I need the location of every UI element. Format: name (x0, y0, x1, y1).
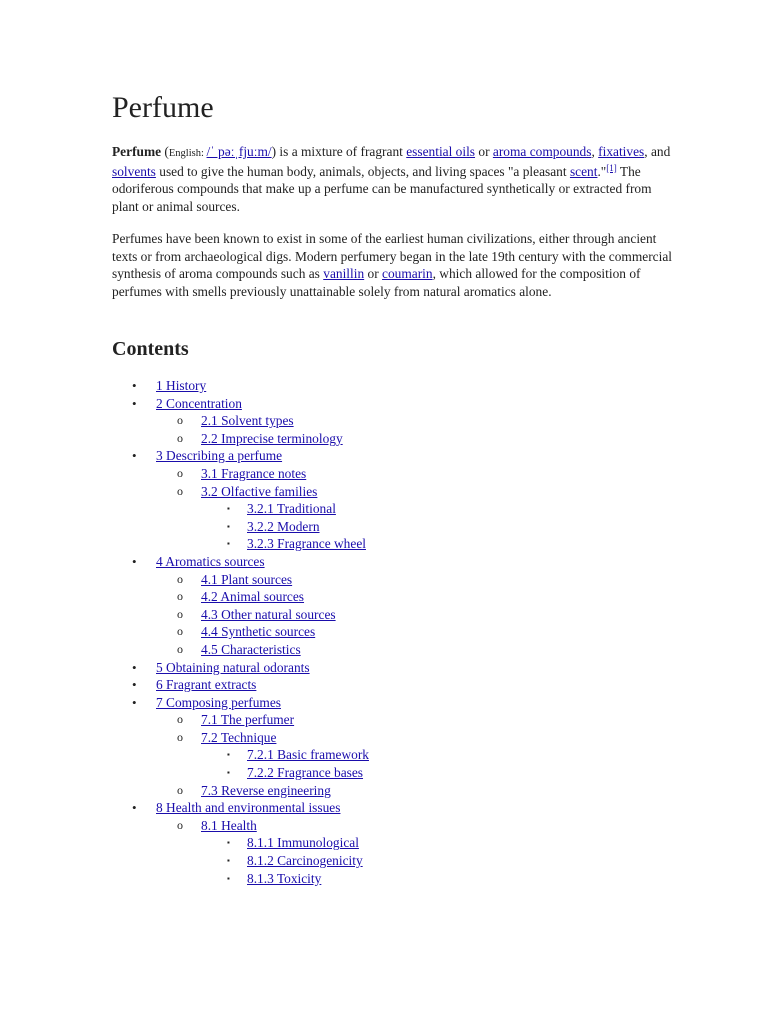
list-bullet-icon: o (177, 729, 183, 744)
list-bullet-icon: o (177, 589, 183, 604)
toc-link[interactable]: 7.3 Reverse engineering (201, 782, 331, 798)
toc-link[interactable]: 4.2 Animal sources (201, 589, 305, 605)
list-bullet-icon: ▪ (227, 768, 230, 778)
toc-link[interactable]: 3 Describing a perfume (156, 448, 283, 464)
text-span: or (364, 266, 383, 282)
toc-link[interactable]: 3.1 Fragrance notes (201, 465, 307, 481)
contents-heading: Contents (112, 338, 189, 360)
list-bullet-icon: • (132, 800, 137, 816)
list-bullet-icon: o (177, 624, 183, 639)
toc-item (0, 870, 768, 888)
toc-item (0, 377, 768, 395)
toc-link[interactable]: 2.1 Solvent types (201, 413, 294, 429)
list-bullet-icon: o (177, 606, 183, 621)
list-bullet-icon: • (132, 448, 137, 464)
reference-link[interactable]: [1] (606, 162, 617, 173)
link-fixatives[interactable]: fixatives (598, 144, 645, 159)
toc-item (0, 782, 768, 800)
bold-term: Perfume (112, 144, 162, 159)
toc-link[interactable]: 3.2.3 Fragrance wheel (247, 536, 366, 552)
toc-item (0, 606, 768, 624)
toc-item (0, 395, 768, 413)
toc-link[interactable]: 6 Fragrant extracts (156, 677, 257, 693)
list-bullet-icon: o (177, 782, 183, 797)
link-solvents[interactable]: solvents (112, 163, 156, 179)
list-bullet-icon: • (132, 677, 137, 693)
toc-item (0, 588, 768, 606)
toc-item (0, 571, 768, 589)
toc-link[interactable]: 8.1.2 Carcinogenicity (247, 853, 363, 869)
toc-item (0, 817, 768, 835)
toc-link[interactable]: 2.2 Imprecise terminology (201, 430, 343, 446)
toc-link[interactable]: 3.2.1 Traditional (247, 501, 336, 517)
toc-link[interactable]: 4.5 Characteristics (201, 641, 301, 657)
toc-item (0, 518, 768, 536)
toc-link[interactable]: 7.2.1 Basic framework (247, 747, 369, 763)
list-bullet-icon: ▪ (227, 856, 230, 866)
ipa-link[interactable]: /ˈ pəːˌfjuːm/ (206, 144, 272, 159)
list-bullet-icon: ▪ (227, 838, 230, 848)
toc-link[interactable]: 3.2 Olfactive families (201, 483, 318, 499)
english-label: English: (168, 148, 207, 159)
toc-item (0, 500, 768, 518)
text-span: ) is a mixture of fragrant (271, 144, 407, 159)
toc-item (0, 447, 768, 465)
history-paragraph (112, 230, 672, 300)
toc-item (0, 465, 768, 483)
list-bullet-icon: o (177, 571, 183, 586)
list-bullet-icon: • (132, 395, 137, 411)
toc-item (0, 711, 768, 729)
toc-link[interactable]: 8.1.3 Toxicity (247, 870, 322, 886)
link-aroma-compounds[interactable]: aroma compounds (492, 144, 592, 159)
text-span: , and (644, 144, 671, 159)
toc-link[interactable]: 1 History (156, 378, 207, 393)
text-span: or (475, 144, 493, 159)
list-bullet-icon: ▪ (227, 504, 230, 514)
link-scent[interactable]: scent (569, 163, 598, 179)
text-span: The odoriferous compounds that make up a perfume can be manufactured synthetically or extracted from plant or animal sources. (112, 163, 652, 214)
toc-item (0, 412, 768, 430)
toc-item (0, 729, 768, 747)
page-title: Perfume (112, 91, 214, 124)
link-vanillin[interactable]: vanillin (323, 266, 365, 282)
text-span: ( (161, 144, 169, 159)
toc-item (0, 694, 768, 712)
link-coumarin[interactable]: coumarin (382, 266, 433, 282)
toc-link[interactable]: 3.2.2 Modern (247, 518, 320, 534)
text-span: Perfumes have been known to exist in some of the earliest human civilizations, either through ancient texts or from archaeological digs. Modern perfumery began in the late 19th century with the commercial synthesis of aroma compounds such as (112, 231, 672, 282)
toc-link[interactable]: 5 Obtaining natural odorants (156, 659, 310, 675)
toc-item (0, 659, 768, 677)
list-bullet-icon: o (177, 483, 183, 498)
toc-item (0, 535, 768, 553)
toc-link[interactable]: 4.1 Plant sources (201, 571, 293, 587)
toc-link[interactable]: 7.2 Technique (201, 729, 277, 745)
toc-item (0, 641, 768, 659)
toc-link[interactable]: 8.1 Health (201, 817, 257, 833)
toc-item (0, 623, 768, 641)
link-essential-oils[interactable]: essential oils (406, 144, 476, 159)
toc-item (0, 483, 768, 501)
toc-link[interactable]: 7.2.2 Fragrance bases (247, 765, 364, 781)
list-bullet-icon: • (132, 378, 137, 393)
toc-item (0, 764, 768, 782)
list-bullet-icon: o (177, 712, 183, 727)
toc-link[interactable]: 4.3 Other natural sources (201, 606, 336, 622)
text-span: , (591, 144, 599, 159)
toc-link[interactable]: 8.1.1 Immunological (247, 835, 359, 851)
list-bullet-icon: o (177, 430, 183, 445)
text-span: , which allowed for the composition of perfumes with smells previously unattainable solely from natural aromatics alone. (112, 266, 641, 299)
toc-link[interactable]: 4 Aromatics sources (156, 553, 265, 569)
list-bullet-icon: o (177, 465, 183, 480)
list-bullet-icon: ▪ (227, 521, 230, 531)
list-bullet-icon: ▪ (227, 750, 230, 760)
list-bullet-icon: ▪ (227, 539, 230, 549)
toc-item (0, 676, 768, 694)
table-of-contents (0, 377, 768, 887)
toc-item (0, 799, 768, 817)
text-span: ." (597, 163, 607, 179)
list-bullet-icon: • (132, 694, 137, 710)
text-span: used to give the human body, animals, objects, and living spaces "a pleasant (155, 163, 570, 179)
toc-link[interactable]: 2 Concentration (156, 395, 242, 411)
list-bullet-icon: • (132, 553, 137, 569)
toc-link[interactable]: 4.4 Synthetic sources (201, 624, 316, 640)
toc-link[interactable]: 7 Composing perfumes (156, 694, 281, 710)
list-bullet-icon: o (177, 817, 183, 832)
toc-item (0, 746, 768, 764)
toc-link[interactable]: 7.1 The perfumer (201, 712, 295, 728)
list-bullet-icon: • (132, 659, 137, 675)
toc-item (0, 553, 768, 571)
list-bullet-icon: o (177, 641, 183, 656)
list-bullet-icon: ▪ (227, 873, 230, 883)
list-bullet-icon: o (177, 413, 183, 428)
toc-link[interactable]: 8 Health and environmental issues (156, 800, 341, 816)
toc-item (0, 430, 768, 448)
toc-item (0, 834, 768, 852)
toc-item (0, 852, 768, 870)
intro-paragraph (112, 143, 672, 215)
